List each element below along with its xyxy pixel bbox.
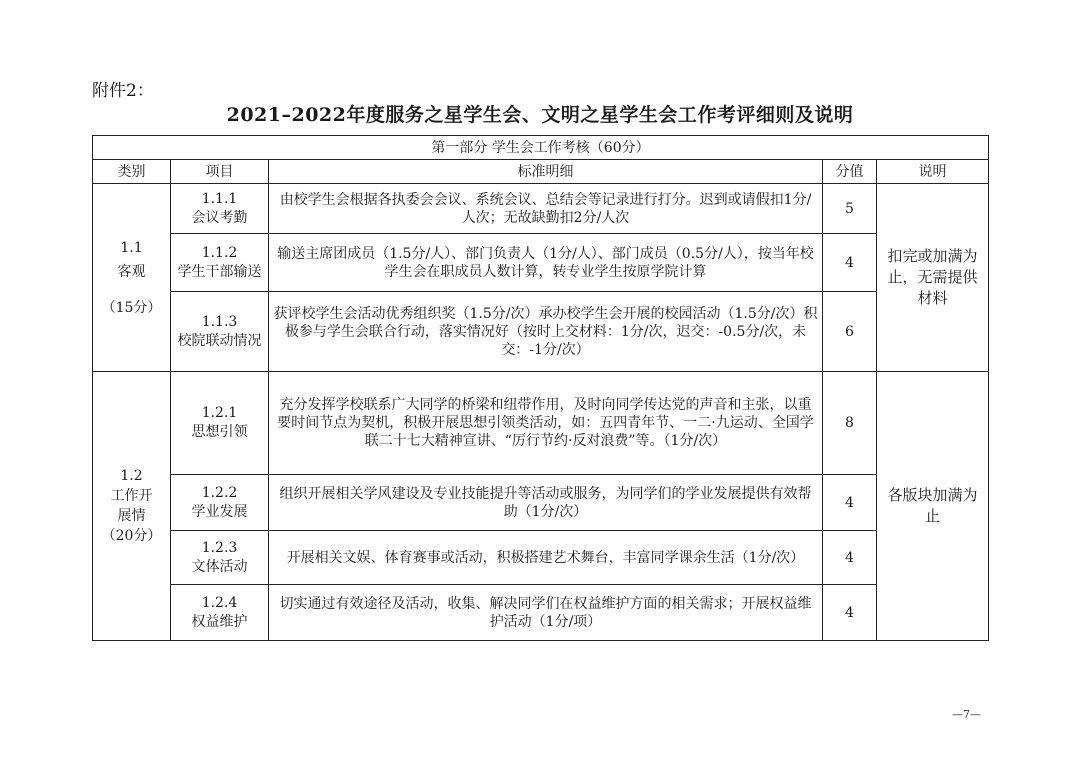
detail-cell: 由校学生会根据各执委会会议、系统会议、总结会等记录进行打分。迟到或请假扣1分/人次；无故缺勤扣2分/人次 [269, 184, 823, 234]
item-code: 1.2.2 [201, 484, 238, 501]
table-row [93, 184, 989, 234]
detail-cell: 组织开展相关学风建设及专业技能提升等活动或服务，为同学们的学业发展提供有效帮助（1分/次） [269, 475, 823, 531]
category-points: （15分） [101, 299, 162, 316]
header-row [93, 160, 989, 184]
table-row [93, 292, 989, 372]
document-title: 2021–2022年度服务之星学生会、文明之星学生会工作考评细则及说明 [226, 104, 854, 126]
item-cell [171, 475, 269, 531]
category-code: 1.1 [120, 239, 143, 256]
attachment-label: 附件2： [92, 81, 154, 101]
category-name-cont [97, 284, 166, 296]
item-code: 1.1.2 [201, 244, 238, 261]
page-number: —7— [952, 708, 981, 721]
header-detail: 标准明细 [269, 160, 823, 184]
item-cell [171, 292, 269, 372]
item-name: 学生干部输送 [177, 263, 262, 280]
item-code: 1.1.3 [201, 313, 238, 330]
item-cell [171, 372, 269, 475]
score-cell: 6 [823, 292, 877, 372]
score-cell: 4 [823, 475, 877, 531]
detail-cell: 切实通过有效途径及活动，收集、解决同学们在权益维护方面的相关需求；开展权益维护活动（1分/项） [269, 585, 823, 641]
item-name: 学业发展 [191, 503, 248, 520]
category-code: 1.2 [120, 468, 143, 484]
item-code: 1.2.3 [201, 539, 238, 556]
evaluation-table [92, 135, 989, 641]
category-points: （20分） [101, 528, 162, 544]
item-cell [171, 531, 269, 585]
detail-cell: 输送主席团成员（1.5分/人）、部门负责人（1分/人）、部门成员（0.5分/人），按当年校学生会在职成员人数计算，转专业学生按原学院计算 [269, 234, 823, 292]
category-name: 工作开 [110, 488, 153, 504]
item-name: 校院联动情况 [177, 332, 262, 349]
category-name: 客观 [117, 263, 146, 280]
item-cell [171, 585, 269, 641]
item-code: 1.1.1 [201, 190, 238, 207]
score-cell: 4 [823, 531, 877, 585]
header-item: 项目 [171, 160, 269, 184]
item-name: 会议考勤 [191, 209, 248, 226]
score-cell: 8 [823, 372, 877, 475]
header-score: 分值 [823, 160, 877, 184]
category-cell [93, 372, 171, 641]
item-name: 思想引领 [191, 424, 248, 440]
detail-cell: 充分发挥学校联系广大同学的桥梁和纽带作用，及时向同学传达党的声音和主张，以重要时间节点为契机，积极开展思想引领类活动，如：五四青年节、一二·九运动、全国学联二十七大精神宣讲、“厉行节约·反对浪费”等。（1分/次） [269, 372, 823, 475]
score-cell: 4 [823, 234, 877, 292]
detail-cell: 获评校学生会活动优秀组织奖（1.5分/次）承办校学生会开展的校园活动（1.5分/次）积极参与学生会联合行动，落实情况好（按时上交材料：1分/次，迟交：-0.5分/次，未交：-1分/次） [269, 292, 823, 372]
item-name: 权益维护 [191, 613, 248, 630]
note-cell: 各版块加满为止 [877, 372, 989, 641]
category-name-cont: 展情 [117, 508, 146, 524]
note-cell: 扣完或加满为止，无需提供材料 [877, 184, 989, 372]
item-cell [171, 184, 269, 234]
header-note: 说明 [877, 160, 989, 184]
table-row [93, 234, 989, 292]
category-cell [93, 184, 171, 372]
item-name: 文体活动 [191, 558, 248, 575]
detail-cell: 开展相关文娱、体育赛事或活动，积极搭建艺术舞台，丰富同学课余生活（1分/次） [269, 531, 823, 585]
item-cell [171, 234, 269, 292]
header-category: 类别 [93, 160, 171, 184]
item-code: 1.2.1 [201, 405, 238, 421]
table-row [93, 531, 989, 585]
table-row [93, 372, 989, 475]
score-cell: 5 [823, 184, 877, 234]
table-row [93, 475, 989, 531]
score-cell: 4 [823, 585, 877, 641]
table-row [93, 585, 989, 641]
section-header: 第一部分 学生会工作考核（60分） [93, 136, 989, 160]
item-code: 1.2.4 [201, 594, 238, 611]
